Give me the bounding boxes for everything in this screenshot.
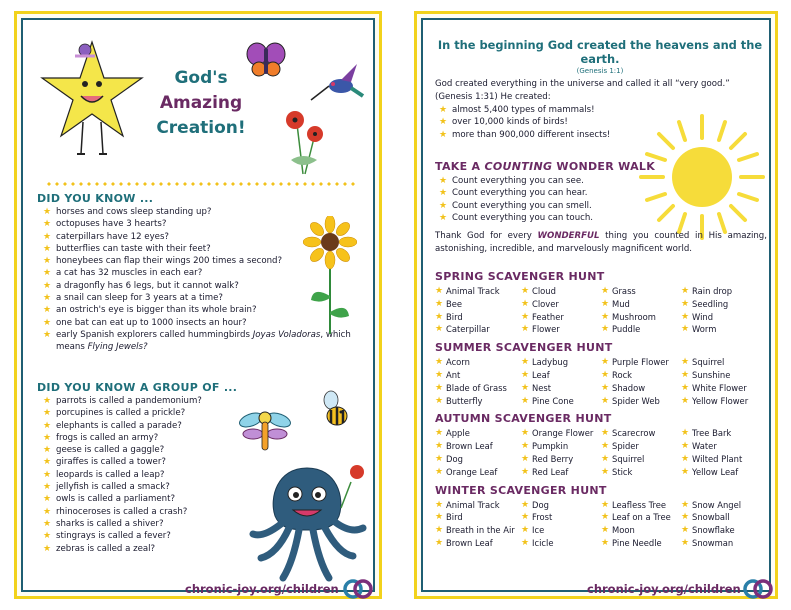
star-bullet-icon: ★ <box>681 324 690 335</box>
star-bullet-icon: ★ <box>681 428 690 439</box>
star-bullet-icon: ★ <box>43 305 52 316</box>
scavenger-item: ★ Caterpillar <box>435 324 490 335</box>
star-bullet-icon: ★ <box>43 543 52 554</box>
list-item: ★ Count everything you can see. <box>439 176 584 186</box>
star-bullet-icon: ★ <box>43 280 52 291</box>
star-bullet-icon: ★ <box>681 537 690 548</box>
chronic-joy-logo-icon <box>741 578 775 600</box>
scavenger-hunt-section <box>435 484 775 550</box>
scavenger-item: ★ Bee <box>435 298 463 309</box>
scavenger-item: ★ Red Berry <box>521 453 574 464</box>
scavenger-item: ★ Mushroom <box>601 311 656 322</box>
star-bullet-icon: ★ <box>43 268 52 279</box>
scavenger-item: ★ Sunshine <box>681 369 731 380</box>
scavenger-item: ★ Yellow Flower <box>681 395 749 406</box>
star-bullet-icon: ★ <box>521 428 530 439</box>
star-bullet-icon: ★ <box>43 317 52 328</box>
scavenger-item: ★ Grass <box>601 286 636 296</box>
star-bullet-icon: ★ <box>681 453 690 464</box>
star-bullet-icon: ★ <box>601 512 610 523</box>
star-bullet-icon: ★ <box>681 298 690 309</box>
verse-block <box>423 38 777 75</box>
scavenger-item: ★ Flower <box>521 324 560 335</box>
star-bullet-icon: ★ <box>43 329 52 340</box>
list-item: ★ leopards is called a leap? <box>43 469 165 480</box>
scavenger-item: ★ Clover <box>521 298 559 309</box>
star-bullet-icon: ★ <box>521 395 530 406</box>
scavenger-hunt-grid <box>435 356 775 407</box>
scavenger-item: ★ Animal Track <box>435 286 500 296</box>
scavenger-item: ★ Scarecrow <box>601 428 656 439</box>
scavenger-item: ★ Purple Flower <box>601 357 669 368</box>
did-you-know-list <box>43 206 351 354</box>
star-bullet-icon: ★ <box>601 466 610 477</box>
scavenger-item: ★ Ice <box>521 525 545 536</box>
chronic-joy-logo-icon <box>341 578 375 600</box>
title-line-2: Amazing <box>159 93 243 113</box>
star-bullet-icon: ★ <box>601 382 610 393</box>
scavenger-item: ★ Feather <box>521 311 564 322</box>
list-item: ★ owls is called a parliament? <box>43 494 176 505</box>
scavenger-item: ★ Bird <box>435 311 463 322</box>
bee-icon <box>317 390 357 430</box>
star-bullet-icon: ★ <box>435 395 444 406</box>
star-bullet-icon: ★ <box>601 298 610 309</box>
star-bullet-icon: ★ <box>681 466 690 477</box>
scavenger-item: ★ Orange Leaf <box>435 466 498 477</box>
scavenger-hunt-section <box>435 270 775 336</box>
star-bullet-icon: ★ <box>521 311 530 322</box>
star-bullet-icon: ★ <box>601 525 610 536</box>
star-bullet-icon: ★ <box>43 293 52 304</box>
scavenger-item: ★ Pumpkin <box>521 441 569 452</box>
scavenger-item: ★ Squirrel <box>681 357 725 368</box>
star-bullet-icon: ★ <box>681 512 690 523</box>
star-bullet-icon: ★ <box>681 382 690 393</box>
list-item: ★ a dragonfly has 6 legs, but it cannot walk? <box>43 280 239 291</box>
list-item: ★ Count everything you can hear. <box>439 188 588 199</box>
list-item: ★ jellyfish is called a smack? <box>43 482 170 493</box>
counting-walk-heading: TAKE A COUNTING WONDER WALK <box>435 160 656 173</box>
scavenger-item: ★ Dog <box>435 453 463 464</box>
scavenger-item: ★ Tree Bark <box>681 428 732 439</box>
footer-url[interactable]: chronic-joy.org/children <box>185 582 339 596</box>
scavenger-item: ★ Seedling <box>681 298 729 309</box>
scavenger-item: ★ Spider <box>601 441 639 452</box>
verse-reference: (Genesis 1:1) <box>576 67 624 75</box>
list-item: ★ almost 5,400 types of mammals! <box>439 105 595 115</box>
star-bullet-icon: ★ <box>521 357 530 368</box>
scavenger-item: ★ Red Leaf <box>521 466 569 477</box>
star-bullet-icon: ★ <box>435 441 444 452</box>
scavenger-item: ★ Animal Track <box>435 499 500 510</box>
star-bullet-icon: ★ <box>521 525 530 536</box>
star-bullet-icon: ★ <box>601 395 610 406</box>
star-bullet-icon: ★ <box>601 369 610 380</box>
star-bullet-icon: ★ <box>521 382 530 393</box>
title-line-3: Creation! <box>156 118 246 138</box>
list-item: ★ elephants is called a parade? <box>43 420 182 431</box>
list-item: ★ octopuses have 3 hearts? <box>43 219 167 230</box>
star-bullet-icon: ★ <box>435 428 444 439</box>
list-item: ★ sharks is called a shiver? <box>43 518 164 529</box>
star-bullet-icon: ★ <box>435 324 444 335</box>
sun-icon <box>637 112 767 242</box>
list-item: ★ butterflies can taste with their feet? <box>43 243 211 254</box>
list-item: ★ more than 900,000 different insects! <box>439 129 611 140</box>
list-item: ★ caterpillars have 12 eyes? <box>43 231 169 242</box>
scavenger-item: ★ Worm <box>681 324 717 335</box>
star-bullet-icon: ★ <box>435 369 444 380</box>
page-title <box>151 66 251 141</box>
scavenger-item: ★ Ladybug <box>521 357 569 368</box>
scavenger-hunt-section <box>435 341 775 407</box>
star-bullet-icon: ★ <box>521 298 530 309</box>
star-bullet-icon: ★ <box>521 537 530 548</box>
scavenger-item: ★ Icicle <box>521 537 554 548</box>
scavenger-item: ★ Ant <box>435 369 461 380</box>
star-bullet-icon: ★ <box>43 457 52 468</box>
star-bullet-icon: ★ <box>43 518 52 529</box>
scavenger-hunt-heading: SUMMER SCAVENGER HUNT <box>435 341 613 355</box>
star-bullet-icon: ★ <box>601 357 610 368</box>
scavenger-item: ★ Moon <box>601 525 635 536</box>
did-you-know-heading: DID YOU KNOW ... <box>37 192 154 205</box>
scavenger-item: ★ Yellow Leaf <box>681 466 739 477</box>
scavenger-item: ★ Water <box>681 441 717 452</box>
star-bullet-icon: ★ <box>439 200 448 211</box>
star-bullet-icon: ★ <box>43 231 52 242</box>
scavenger-item: ★ Wilted Plant <box>681 453 743 464</box>
list-item: ★ horses and cows sleep standing up? <box>43 207 212 217</box>
star-bullet-icon: ★ <box>43 408 52 419</box>
scavenger-item: ★ Butterfly <box>435 395 483 406</box>
thanks-paragraph: Thank God for every WONDERFUL thing you counted in His amazing, astonishing, incredible, and marvelously magnificent world. <box>435 231 767 254</box>
right-card-inner <box>421 18 771 596</box>
list-item: ★ over 10,000 kinds of birds! <box>439 117 568 128</box>
star-bullet-icon: ★ <box>521 453 530 464</box>
scavenger-item: ★ Cloud <box>521 286 556 296</box>
star-bullet-icon: ★ <box>435 537 444 548</box>
star-bullet-icon: ★ <box>521 441 530 452</box>
verse-text: In the beginning God created the heavens and the earth. <box>437 38 763 66</box>
scavenger-item: ★ Dog <box>521 499 549 510</box>
star-bullet-icon: ★ <box>601 499 610 510</box>
list-item: ★ Count everything you can smell. <box>439 200 592 211</box>
scavenger-hunt-grid <box>435 499 775 550</box>
scavenger-item: ★ Mud <box>601 298 630 309</box>
list-item: ★ frogs is called an army? <box>43 432 159 443</box>
scavenger-item: ★ Brown Leaf <box>435 537 493 548</box>
hummingbird-icon <box>307 60 367 106</box>
scavenger-item: ★ Bird <box>435 512 463 523</box>
scavenger-item: ★ Pine Needle <box>601 537 662 548</box>
star-bullet-icon: ★ <box>43 420 52 431</box>
scavenger-item: ★ Leafless Tree <box>601 499 667 510</box>
scavenger-item: ★ Nest <box>521 382 552 393</box>
list-item: ★ giraffes is called a tower? <box>43 457 166 468</box>
group-of-list <box>43 395 243 555</box>
list-item: ★ early Spanish explorers called hummingbirds Joyas Voladoras, which means Flying Jewels? <box>43 329 351 353</box>
star-bullet-icon: ★ <box>521 324 530 335</box>
star-bullet-icon: ★ <box>435 512 444 523</box>
scavenger-item: ★ Squirrel <box>601 453 645 464</box>
scavenger-item: ★ Snowman <box>681 537 734 548</box>
star-bullet-icon: ★ <box>435 298 444 309</box>
star-bullet-icon: ★ <box>435 466 444 477</box>
scavenger-item: ★ Apple <box>435 428 470 439</box>
star-bullet-icon: ★ <box>43 256 52 267</box>
created-list <box>439 104 610 141</box>
scavenger-item: ★ Orange Flower <box>521 428 594 439</box>
scavenger-item: ★ Blade of Grass <box>435 382 507 393</box>
list-item: ★ honeybees can flap their wings 200 times a second? <box>43 256 283 267</box>
list-item: ★ a snail can sleep for 3 years at a time? <box>43 293 223 304</box>
star-bullet-icon: ★ <box>439 117 448 128</box>
counting-walk-list <box>439 175 593 224</box>
star-bullet-icon: ★ <box>43 506 52 517</box>
intro-paragraph: God created everything in the universe and called it all “very good.” (Genesis 1:31) He created: <box>435 79 730 102</box>
scavenger-item: ★ Puddle <box>601 324 641 335</box>
scavenger-hunt-heading: AUTUMN SCAVENGER HUNT <box>435 412 612 426</box>
star-bullet-icon: ★ <box>521 286 530 296</box>
scavenger-item: ★ Pine Cone <box>521 395 574 406</box>
star-bullet-icon: ★ <box>521 512 530 523</box>
star-bullet-icon: ★ <box>43 207 52 217</box>
scavenger-hunt-grid <box>435 285 775 336</box>
scavenger-item: ★ Breath in the Air <box>435 525 515 536</box>
scavenger-item: ★ Snowflake <box>681 525 735 536</box>
left-card-inner <box>21 18 375 596</box>
star-bullet-icon: ★ <box>681 395 690 406</box>
star-bullet-icon: ★ <box>43 469 52 480</box>
list-item: ★ Count everything you can touch. <box>439 212 594 223</box>
scavenger-item: ★ Spider Web <box>601 395 660 406</box>
list-item: ★ one bat can eat up to 1000 insects an hour? <box>43 317 247 328</box>
star-bullet-icon: ★ <box>435 382 444 393</box>
star-bullet-icon: ★ <box>43 396 52 406</box>
star-bullet-icon: ★ <box>681 525 690 536</box>
star-bullet-icon: ★ <box>601 453 610 464</box>
left-card <box>14 11 382 599</box>
star-bullet-icon: ★ <box>439 188 448 199</box>
star-bullet-icon: ★ <box>439 129 448 140</box>
star-bullet-icon: ★ <box>681 311 690 322</box>
star-bullet-icon: ★ <box>43 432 52 443</box>
star-bullet-icon: ★ <box>435 311 444 322</box>
star-bullet-icon: ★ <box>435 499 444 510</box>
scavenger-item: ★ Acorn <box>435 357 470 368</box>
butterfly-icon <box>245 40 287 78</box>
list-item: ★ zebras is called a zeal? <box>43 543 156 554</box>
star-bullet-icon: ★ <box>681 441 690 452</box>
scavenger-item: ★ Rain drop <box>681 286 733 296</box>
scavenger-hunt-heading: WINTER SCAVENGER HUNT <box>435 483 607 497</box>
list-item: ★ geese is called a gaggle? <box>43 445 165 456</box>
star-bullet-icon: ★ <box>521 466 530 477</box>
star-bullet-icon: ★ <box>601 537 610 548</box>
scavenger-item: ★ Rock <box>601 369 633 380</box>
list-item: ★ porcupines is called a prickle? <box>43 408 186 419</box>
star-bullet-icon: ★ <box>681 369 690 380</box>
star-bullet-icon: ★ <box>43 531 52 542</box>
star-bullet-icon: ★ <box>435 286 444 296</box>
right-card <box>414 11 778 599</box>
snail-icon <box>73 42 97 58</box>
scavenger-hunts <box>435 270 775 555</box>
star-bullet-icon: ★ <box>439 105 448 115</box>
star-bullet-icon: ★ <box>601 428 610 439</box>
star-bullet-icon: ★ <box>43 243 52 254</box>
star-bullet-icon: ★ <box>681 357 690 368</box>
scavenger-hunt-section <box>435 412 775 478</box>
star-bullet-icon: ★ <box>43 445 52 456</box>
scavenger-hunt-heading: SPRING SCAVENGER HUNT <box>435 270 605 283</box>
scavenger-item: ★ Leaf on a Tree <box>601 512 671 523</box>
list-item: ★ an ostrich's eye is bigger than its whole brain? <box>43 305 257 316</box>
star-bullet-icon: ★ <box>435 357 444 368</box>
star-bullet-icon: ★ <box>435 453 444 464</box>
star-bullet-icon: ★ <box>601 441 610 452</box>
scavenger-item: ★ Snow Angel <box>681 499 742 510</box>
sunflower-icon <box>303 216 357 336</box>
star-bullet-icon: ★ <box>681 499 690 510</box>
scavenger-item: ★ Snowball <box>681 512 730 523</box>
octopus-icon <box>247 458 367 588</box>
poppy-flowers-icon <box>277 104 331 176</box>
footer-url[interactable]: chronic-joy.org/children <box>587 582 741 596</box>
scavenger-hunt-grid <box>435 427 775 478</box>
star-bullet-icon: ★ <box>435 525 444 536</box>
title-line-1: God's <box>174 68 228 88</box>
list-item: ★ rhinoceroses is called a crash? <box>43 506 188 517</box>
star-bullet-icon: ★ <box>521 499 530 510</box>
scavenger-item: ★ Shadow <box>601 382 646 393</box>
star-bullet-icon: ★ <box>601 311 610 322</box>
scavenger-item: ★ Brown Leaf <box>435 441 493 452</box>
scavenger-item: ★ White Flower <box>681 382 747 393</box>
list-item: ★ parrots is called a pandemonium? <box>43 396 202 406</box>
scavenger-item: ★ Stick <box>601 466 633 477</box>
star-bullet-icon: ★ <box>601 324 610 335</box>
scavenger-item: ★ Wind <box>681 311 714 322</box>
star-bullet-icon: ★ <box>681 286 690 296</box>
group-of-heading: DID YOU KNOW A GROUP OF ... <box>37 381 238 394</box>
star-bullet-icon: ★ <box>43 219 52 230</box>
star-bullet-icon: ★ <box>439 212 448 223</box>
star-bullet-icon: ★ <box>43 482 52 493</box>
list-item: ★ stingrays is called a fever? <box>43 531 171 542</box>
dragonfly-icon <box>237 406 293 454</box>
scavenger-item: ★ Leaf <box>521 369 550 380</box>
star-bullet-icon: ★ <box>521 369 530 380</box>
star-bullet-icon: ★ <box>439 176 448 186</box>
star-bullet-icon: ★ <box>43 494 52 505</box>
list-item: ★ a cat has 32 muscles in each ear? <box>43 268 203 279</box>
dotted-divider <box>45 182 355 186</box>
scavenger-item: ★ Frost <box>521 512 553 523</box>
star-bullet-icon: ★ <box>601 286 610 296</box>
